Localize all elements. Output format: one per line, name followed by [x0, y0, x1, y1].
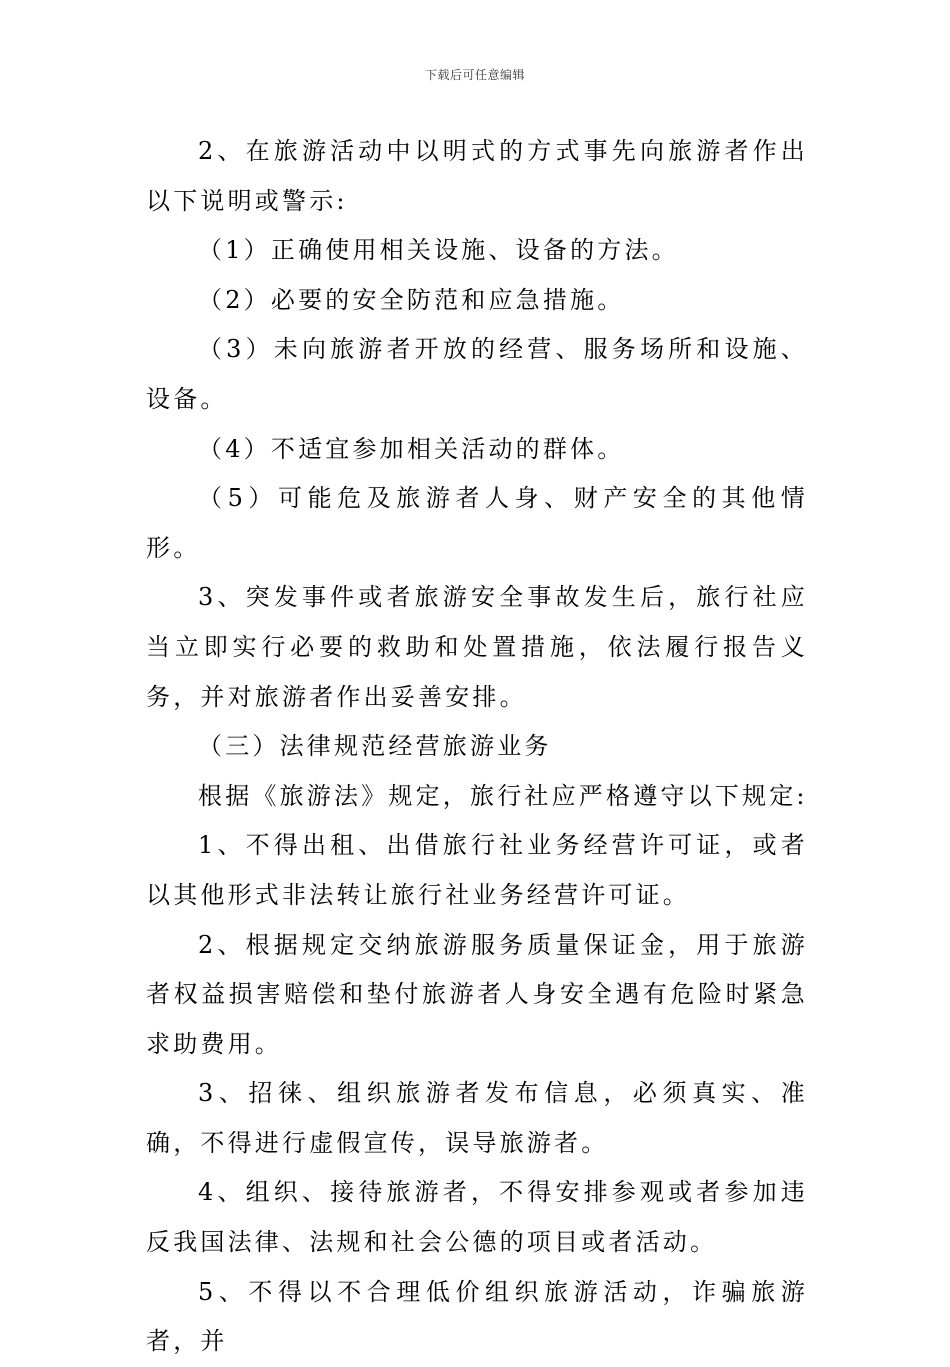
paragraph-rule-2: 2、根据规定交纳旅游服务质量保证金，用于旅游者权益损害赔偿和垫付旅游者人身安全遇有危险时紧急求助费用。 — [146, 930, 808, 1058]
paragraph-rule-1: 1、不得出租、出借旅行社业务经营许可证，或者以其他形式非法转让旅行社业务经营许可证。 — [146, 831, 808, 909]
paragraph-sub-5: （5）可能危及旅游者人身、财产安全的其他情形。 — [146, 484, 808, 562]
paragraph-sub-3: （3）未向旅游者开放的经营、服务场所和设施、设备。 — [146, 335, 808, 413]
paragraph-tourism-law-intro: 根据《旅游法》规定，旅行社应严格遵守以下规定: — [198, 781, 808, 810]
paragraph-rule-4: 4、组织、接待旅游者，不得安排参观或者参加违反我国法律、法规和社会公德的项目或者活动。 — [146, 1178, 808, 1257]
paragraph-sub-1: （1）正确使用相关设施、设备的方法。 — [198, 236, 679, 265]
paragraph-item-3-emergency: 3、突发事件或者旅游安全事故发生后，旅行社应当立即实行必要的救助和处置措施，依法履行报告义务，并对旅游者作出妥善安排。 — [146, 583, 808, 711]
paragraph-rule-3: 3、招徕、组织旅游者发布信息，必须真实、准确，不得进行虚假宣传，误导旅游者。 — [146, 1079, 808, 1157]
page-header: 下载后可任意编辑 — [424, 68, 525, 82]
document-body — [146, 127, 808, 1367]
paragraph-sub-2: （2）必要的安全防范和应急措施。 — [198, 285, 625, 314]
paragraph-rule-5: 5、不得以不合理低价组织旅游活动，诈骗旅游者，并 — [146, 1277, 808, 1356]
paragraph-sub-4: （4）不适宜参加相关活动的群体。 — [198, 434, 625, 463]
section-heading-three: （三）法律规范经营旅游业务 — [198, 732, 552, 761]
paragraph-item-2-notice: 2、在旅游活动中以明式的方式事先向旅游者作出以下说明或警示: — [146, 137, 808, 215]
